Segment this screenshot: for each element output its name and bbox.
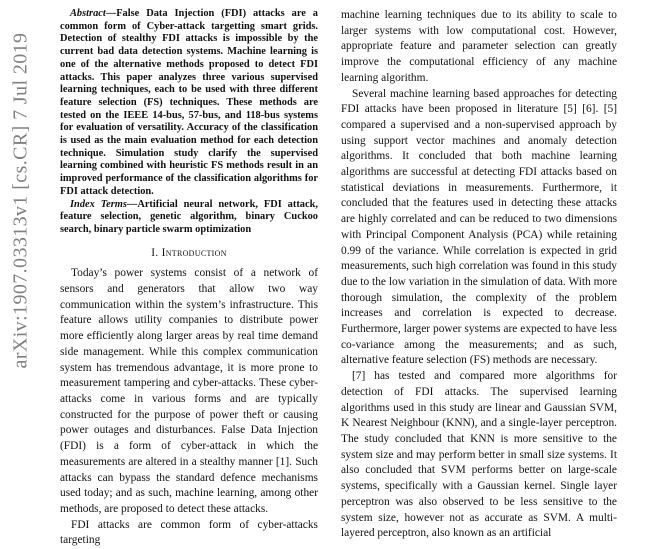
left-column — [60, 8, 318, 549]
index-terms-text: —Artificial neural network, FDI attack, feature selection, genetic algorithm, binary Cuckoo search, binary particle swarm optimization — [60, 198, 318, 235]
body-paragraph: [7] has tested and compared more algorithms for detection of FDI attacks. The supervised learning algorithms used in this study are linear and Gaussian SVM, K Nearest Neighbour (KNN), and a single-layer perceptron. The study concluded that KNN is more sensitive to the system size and may perform better in small size systems. It also concluded that SVM performs better on large-scale systems, specifically with a Gaussian kernel. Single layer perceptron was also observed to be less sensitive to the system size, however not as accurate as SVM. A multi-layered perceptron, also known as an artificial — [341, 370, 617, 540]
section-heading: I. Introduction — [151, 246, 227, 259]
intro-paragraph: Today’s power systems consist of a network of sensors and generators that allow two way communication within the system’s infrastructure. This feature allows utility companies to distribute power more efficiently along larger areas by real time demand side management. While this complex communication system has tremendous advantage, it is more prone to measurement tampering and cyber-attacks. These cyber-attacks come in various forms and are typically constructed for the purpose of power theft or causing power outages and disturbances. False Data Injection (FDI) is a form of cyber-attack in which the measurements are altered in a stealthy manner [1]. Such attacks can bypass the standard defence mechanisms used today; and as such, machine learning, among other methods, are proposed to detect these attacks. — [60, 267, 318, 515]
intro-paragraph: FDI attacks are common form of cyber-attacks targeting — [60, 518, 318, 547]
body-paragraph: machine learning techniques due to its ability to scale to larger systems with low computational cost. However, appropriate feature and parameter selection can greatly improve the computational efficiency of any machine learning algorithm. — [341, 9, 617, 84]
abstract-text: —False Data Injection (FDI) attacks are a common form of Cyber-attack targetting smart grids. Detection of stealthy FDI attacks is impossible by the current bad data detection systems. Machine learning is one of the alternative methods proposed to detect FDI attacks. This paper analyzes three various supervised learning techniques, each to be used with three different feature selection (FS) techniques. These methods are tested on the IEEE 14-bus, 57-bus, and 118-bus systems for evaluation of versatility. Accuracy of the classification is used as the main evaluation method for each detection technique. Simulation study clarify the supervised learning combined with heuristic FS methods result in an improved performance of the classification algorithms for FDI attack detection. — [60, 8, 318, 197]
arxiv-stamp — [4, 0, 38, 400]
index-terms-label: Index Terms — [70, 198, 127, 210]
right-column — [341, 8, 617, 542]
arxiv-stamp-text: arXiv:1907.03313v1 [cs.CR] 7 Jul 2019 — [9, 32, 32, 368]
index-terms — [60, 199, 318, 237]
abstract — [60, 8, 318, 199]
abstract-label: Abstract — [70, 8, 106, 19]
body-paragraph: Several machine learning based approaches for detecting FDI attacks have been proposed in literature [5] [6]. [5] compared a supervised and a non-supervised approach by using support vector machines and anomaly detection algorithms. It concluded that both machine learning algorithms are successful at detecting FDI attacks based on statistical deviations in measurements. Furthermore, it concluded that the features used in detecting these attacks are highly correlated and can be reduced to two dimensions with Principal Component Analysis (PCA) while retaining 0.99 of the variance. While correlation is expected in grid measurements, such high correlation was found in this study due to the low variation in the simulation of data. With more thorough simulation, the complexity of the problem increases and correlation is expected to decrease. Furthermore, larger power systems are expected to have less co-variance among the measurements; and as such, alternative feature selection (FS) methods are necessary. — [341, 87, 617, 367]
